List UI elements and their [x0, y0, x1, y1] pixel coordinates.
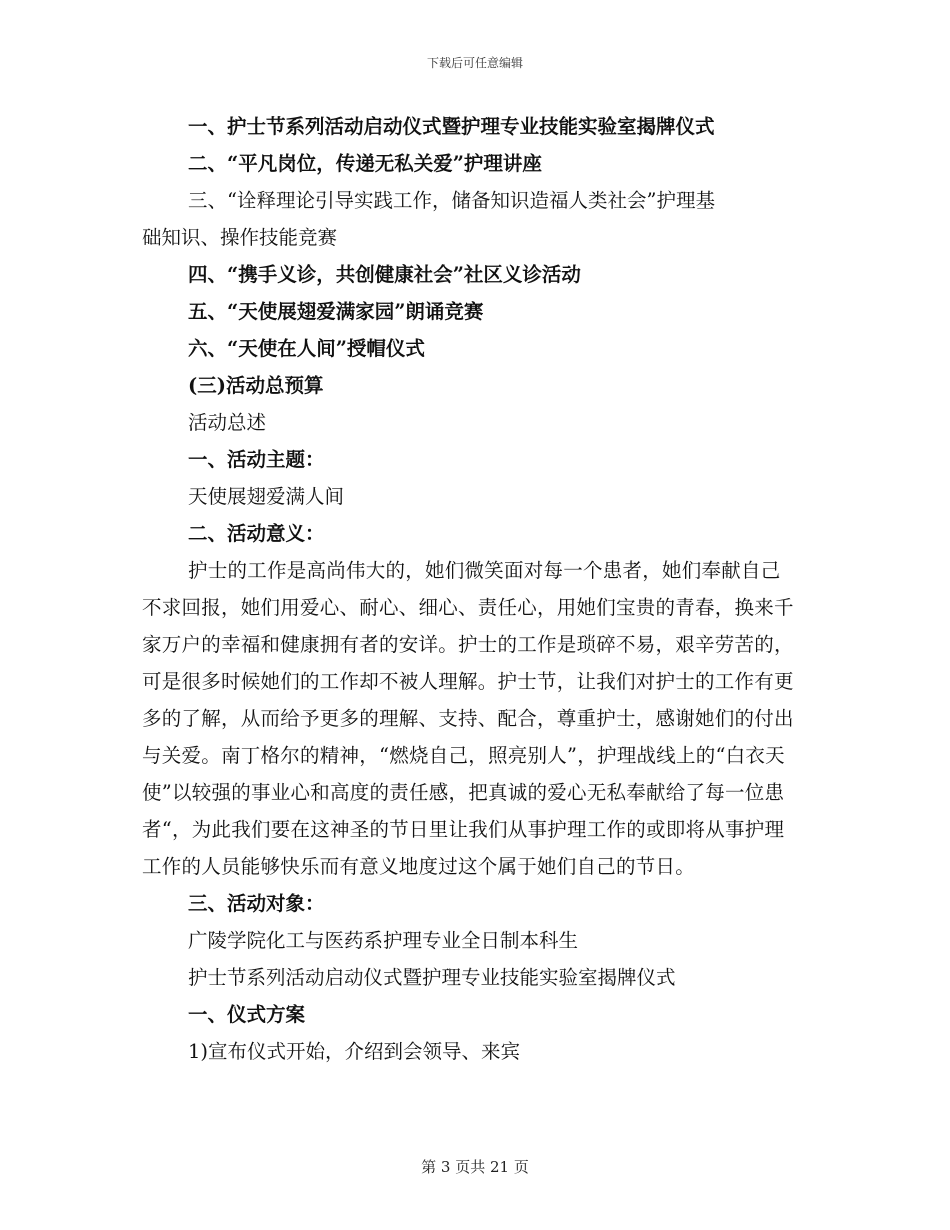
item-heading-1: 一、护士节系列活动启动仪式暨护理专业技能实验室揭牌仪式 [188, 115, 715, 138]
heading-audience: 三、活动对象： [188, 892, 325, 915]
theme-text: 天使展翅爱满人间 [188, 485, 345, 508]
significance-paragraph: 护士的工作是高尚伟大的，她们微笑面对每一个患者，她们奉献自己不求回报，她们用爱心、耐心、细心、责任心，用她们宝贵的青春，换来千家万户的幸福和健康拥有者的安详。护士的工作是琐碎不易，艰辛劳苦的，可是很多时候她们的工作却不被人理解。护士节，让我们对护士的工作有更多的了解，从而给予更多的理解、支持、配合，尊重护士，感谢她们的付出与关爱。南丁格尔的精神，“燃烧自己，照亮别人”，护理战线上的“白衣天使”以较强的事业心和高度的责任感，把真诚的爱心无私奉献给了每一位患者“，为此我们要在这神圣的节日里让我们从事护理工作的或即将从事护理工作的人员能够快乐而有意义地度过这个属于她们自己的节日。 [142, 559, 794, 878]
item-heading-4: 四、“携手义诊，共创健康社会”社区义诊活动 [188, 263, 581, 286]
ceremony-title: 护士节系列活动启动仪式暨护理专业技能实验室揭牌仪式 [188, 966, 676, 989]
item-heading-6: 六、“天使在人间”授帽仪式 [188, 337, 425, 360]
heading-significance: 二、活动意义： [188, 522, 325, 545]
item-heading-5: 五、“天使展翅爱满家园”朗诵竞赛 [188, 300, 484, 323]
heading-ceremony-plan: 一、仪式方案 [188, 1003, 306, 1026]
item-heading-3-line-1: 三、“诠释理论引导实践工作，储备知识造福人类社会”护理基 [188, 189, 715, 212]
item-heading-2: 二、“平凡岗位，传递无私关爱”护理讲座 [188, 152, 542, 175]
heading-theme: 一、活动主题： [188, 448, 325, 471]
section-overview: 活动总述 [188, 411, 267, 434]
item-heading-3-line-2: 础知识、操作技能竞赛 [142, 226, 338, 249]
page-footer: 第 3 页共 21 页 [421, 1158, 529, 1176]
document-body [142, 108, 797, 1070]
audience-text: 广陵学院化工与医药系护理专业全日制本科生 [188, 929, 579, 952]
page-header: 下载后可任意编辑 [426, 56, 523, 70]
ceremony-step-1: 1)宣布仪式开始，介绍到会领导、来宾 [188, 1040, 521, 1063]
section-heading-budget: (三)活动总预算 [188, 374, 324, 397]
